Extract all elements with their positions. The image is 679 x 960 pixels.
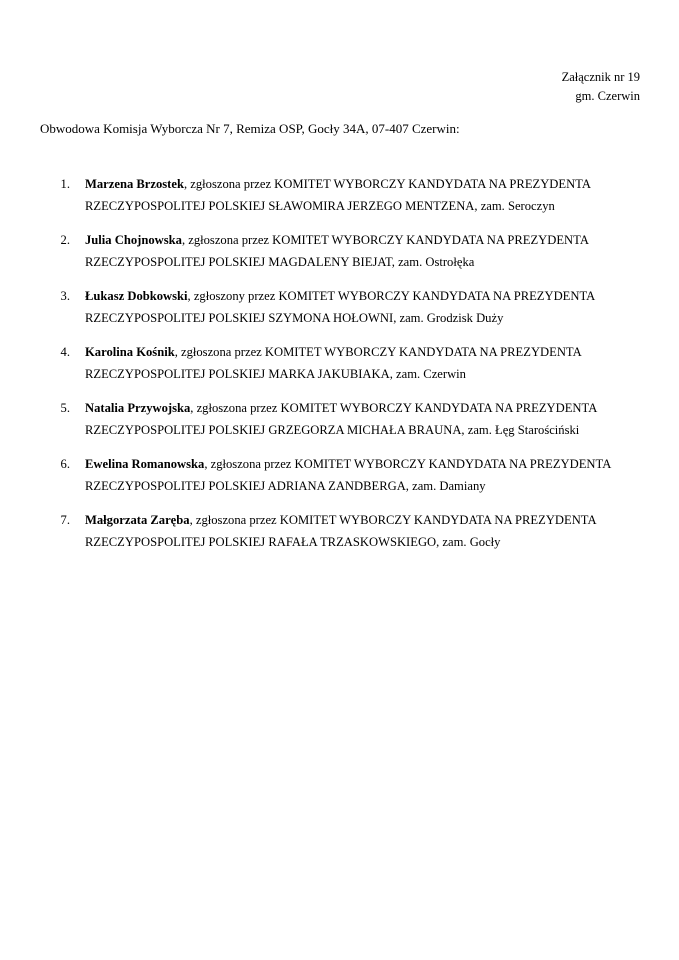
list-item xyxy=(40,174,640,217)
list-item xyxy=(40,398,640,441)
document-header xyxy=(562,68,640,106)
member-details: , zgłoszony przez KOMITET WYBORCZY KANDYDATA NA PREZYDENTA RZECZYPOSPOLITEJ POLSKIEJ SZYMONA HOŁOWNI, zam. Grodzisk Duży xyxy=(85,289,595,325)
list-item-number: 7. xyxy=(60,513,70,527)
list-item-number: 2. xyxy=(60,233,70,247)
list-item-number: 3. xyxy=(60,289,70,303)
member-name: Natalia Przywojska xyxy=(85,401,191,415)
commission-member-list xyxy=(40,174,640,553)
member-name: Ewelina Romanowska xyxy=(85,457,205,471)
municipality-label: gm. Czerwin xyxy=(575,89,640,103)
list-item xyxy=(40,510,640,553)
member-details: , zgłoszona przez KOMITET WYBORCZY KANDYDATA NA PREZYDENTA RZECZYPOSPOLITEJ POLSKIEJ MARKA JAKUBIAKA, zam. Czerwin xyxy=(85,345,582,381)
list-item-number: 5. xyxy=(60,401,70,415)
member-name: Łukasz Dobkowski xyxy=(85,289,188,303)
member-details: , zgłoszona przez KOMITET WYBORCZY KANDYDATA NA PREZYDENTA RZECZYPOSPOLITEJ POLSKIEJ MAGDALENY BIEJAT, zam. Ostrołęka xyxy=(85,233,589,269)
commission-heading: Obwodowa Komisja Wyborcza Nr 7, Remiza OSP, Gocły 34A, 07-407 Czerwin: xyxy=(40,121,460,136)
member-details: , zgłoszona przez KOMITET WYBORCZY KANDYDATA NA PREZYDENTA RZECZYPOSPOLITEJ POLSKIEJ ADRIANA ZANDBERGA, zam. Damiany xyxy=(85,457,611,493)
list-item xyxy=(40,454,640,497)
member-details: , zgłoszona przez KOMITET WYBORCZY KANDYDATA NA PREZYDENTA RZECZYPOSPOLITEJ POLSKIEJ SŁAWOMIRA JERZEGO MENTZENA, zam. Seroczyn xyxy=(85,177,591,213)
member-name: Karolina Kośnik xyxy=(85,345,175,359)
list-item-number: 6. xyxy=(60,457,70,471)
member-details: , zgłoszona przez KOMITET WYBORCZY KANDYDATA NA PREZYDENTA RZECZYPOSPOLITEJ POLSKIEJ RAFAŁA TRZASKOWSKIEGO, zam. Gocły xyxy=(85,513,596,549)
member-name: Małgorzata Zaręba xyxy=(85,513,190,527)
list-item xyxy=(40,230,640,273)
list-item xyxy=(40,286,640,329)
member-name: Julia Chojnowska xyxy=(85,233,182,247)
list-item-number: 4. xyxy=(60,345,70,359)
attachment-number-label: Załącznik nr 19 xyxy=(561,70,640,84)
list-item xyxy=(40,342,640,385)
member-name: Marzena Brzostek xyxy=(85,177,184,191)
list-item-number: 1. xyxy=(60,177,70,191)
member-details: , zgłoszona przez KOMITET WYBORCZY KANDYDATA NA PREZYDENTA RZECZYPOSPOLITEJ POLSKIEJ GRZEGORZA MICHAŁA BRAUNA, zam. Łęg Starościński xyxy=(85,401,597,437)
